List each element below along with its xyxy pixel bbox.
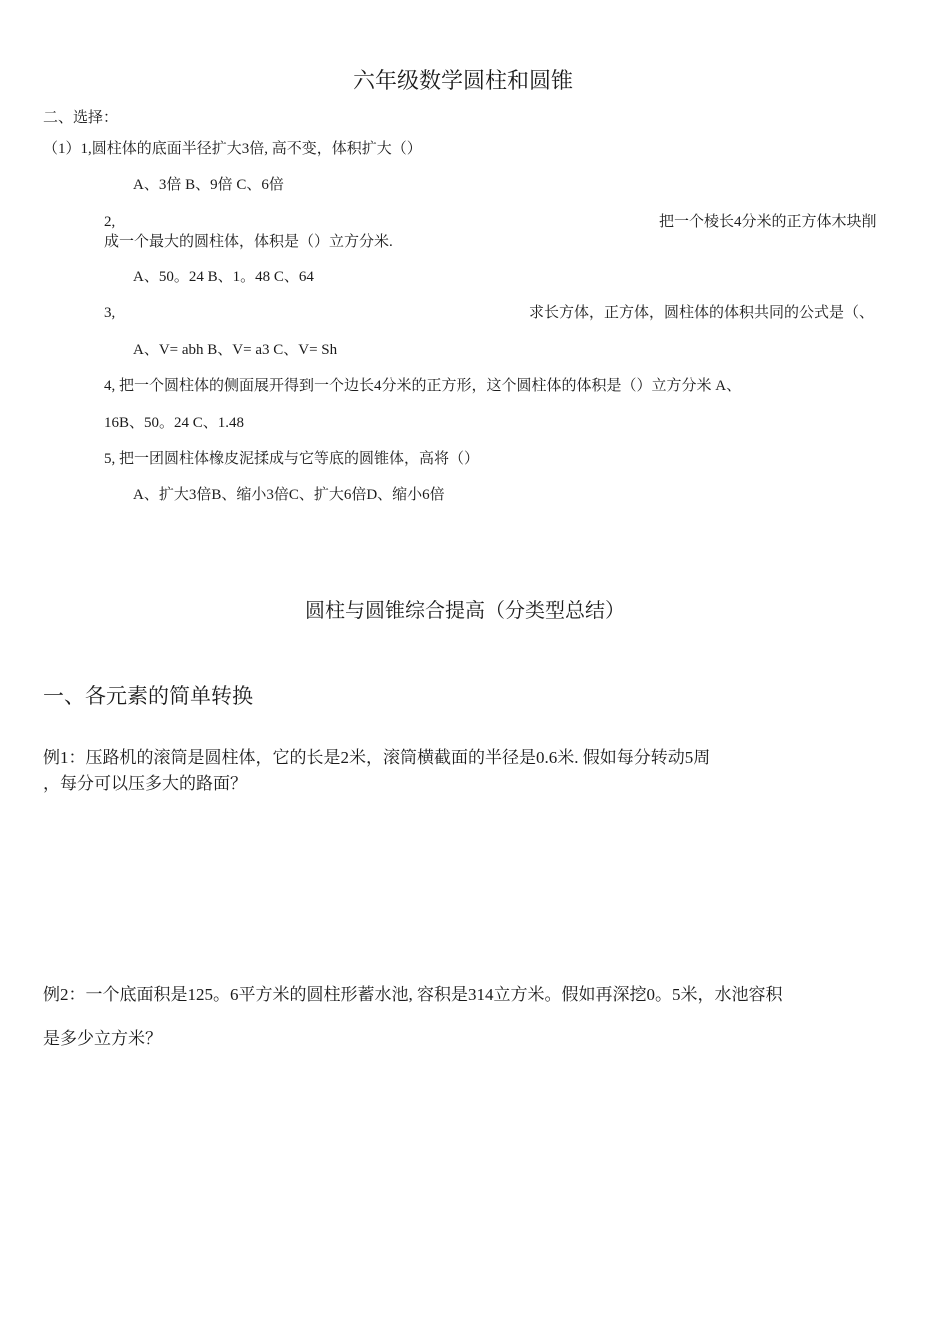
example-1-line-1: 例1：压路机的滚筒是圆柱体，它的长是2米，滚筒横截面的半径是0.6米. 假如每分转动5周 (43, 748, 711, 767)
example-2-line-1: 例2：一个底面积是125。6平方米的圆柱形蓄水池, 容积是314立方米。假如再深挖0。5米，水池容积 (43, 985, 783, 1004)
question-2-text: 把一个棱长4分米的正方体木块削 (659, 214, 877, 230)
question-1: （1）1,圆柱体的底面半径扩大3倍, 高不变，体积扩大（） (43, 141, 422, 157)
example-1-line-2: ，每分可以压多大的路面？ (43, 774, 247, 793)
example-2-line-2: 是多少立方米？ (43, 1029, 162, 1048)
question-3-options: A、V= abh B、V= a3 C、V= Sh (133, 342, 338, 358)
question-1-options: A、3倍 B、9倍 C、6倍 (133, 177, 284, 193)
question-2-number: 2, (104, 214, 116, 230)
page-title: 六年级数学圆柱和圆锥 (353, 68, 574, 93)
question-5: 5, 把一团圆柱体橡皮泥揉成与它等底的圆锥体，高将（） (104, 451, 480, 467)
question-5-options: A、扩大3倍B、缩小3倍C、扩大6倍D、缩小6倍 (133, 487, 445, 503)
question-3-number: 3, (104, 305, 116, 321)
question-2-continuation: 成一个最大的圆柱体，体积是（）立方分米. (104, 234, 393, 250)
question-3-text: 求长方体，正方体，圆柱体的体积共同的公式是（、 (529, 305, 875, 321)
subtitle: 圆柱与圆锥综合提高（分类型总结） (305, 600, 625, 622)
section-heading-choice: 二、选择： (43, 110, 119, 126)
section-heading-one: 一、各元素的简单转换 (43, 684, 253, 708)
question-2-options: A、50。24 B、1。48 C、64 (133, 269, 314, 285)
question-4-continuation: 16B、50。24 C、1.48 (104, 415, 245, 431)
question-4: 4, 把一个圆柱体的侧面展开得到一个边长4分米的正方形，这个圆柱体的体积是（）立方分米 A、 (104, 378, 742, 394)
